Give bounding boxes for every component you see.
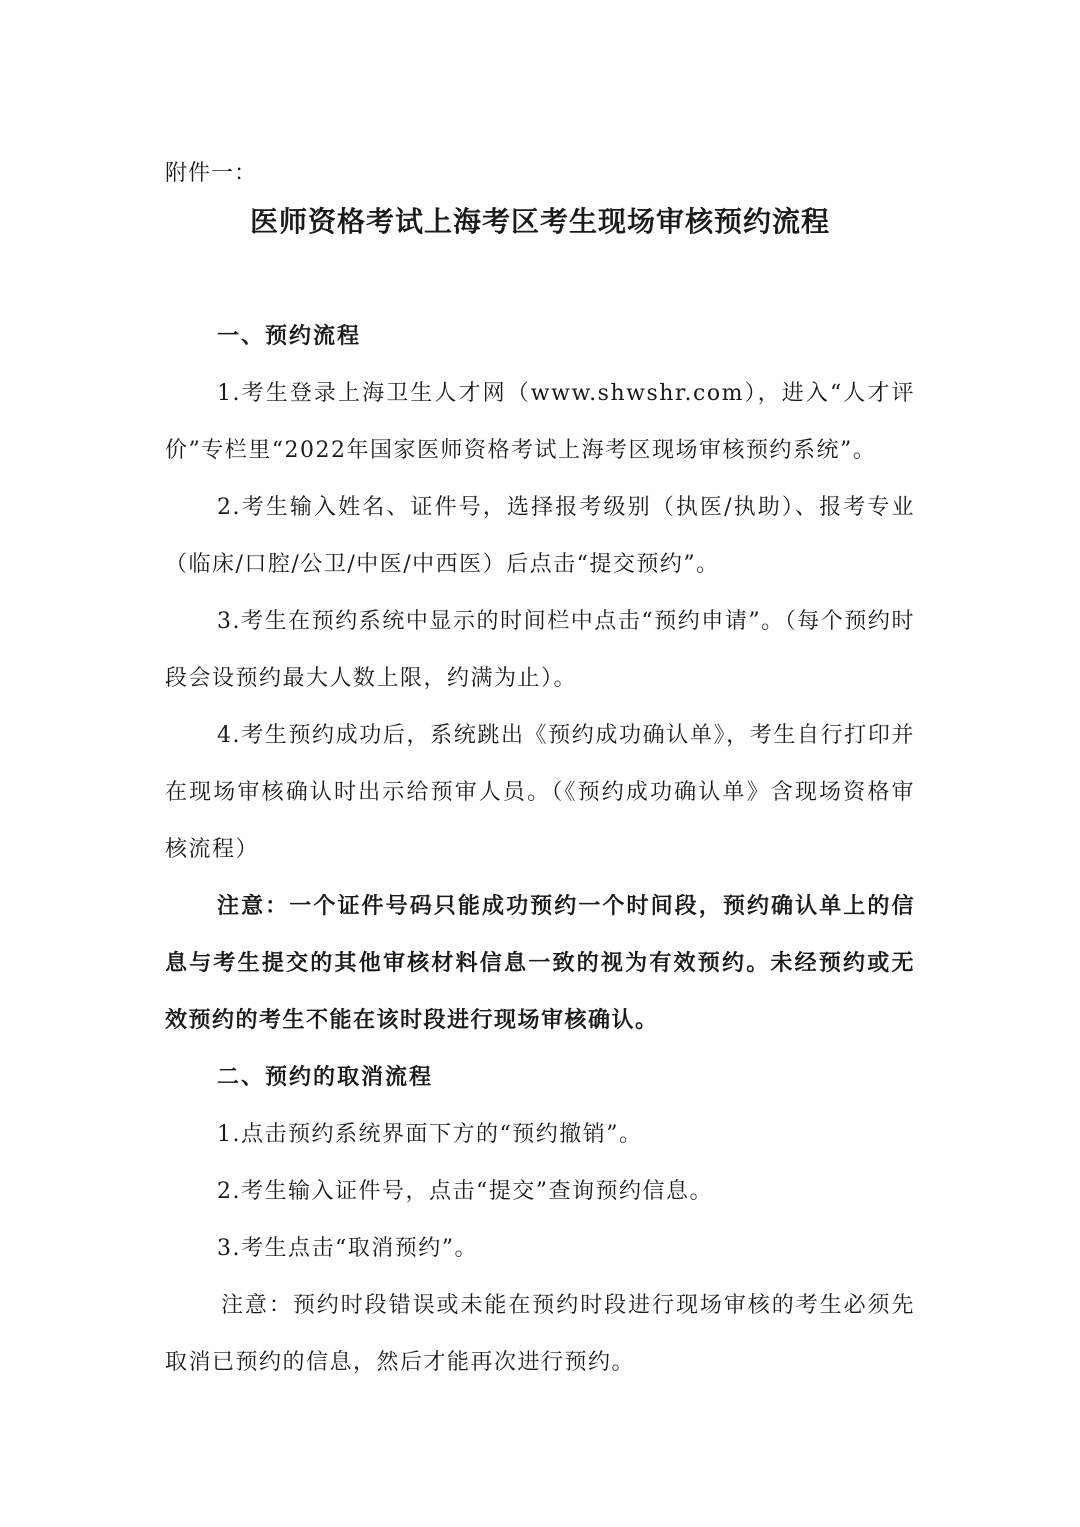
booking-step-3: 3.考生在预约系统中显示的时间栏中点击“预约申请”。（每个预约时段会设预约最大人数上限，约满为止）。: [165, 609, 915, 691]
booking-step-2: 2.考生输入姓名、证件号，选择报考级别（执医/执助）、报考专业（临床/口腔/公卫/中医/中西医）后点击“提交预约”。: [165, 495, 915, 577]
attachment-label: 附件一：: [165, 161, 258, 186]
section-heading-cancel: 二、预约的取消流程: [217, 1065, 434, 1090]
booking-note: 注意：一个证件号码只能成功预约一个时间段，预约确认单上的信息与考生提交的其他审核材料信息一致的视为有效预约。未经预约或无效预约的考生不能在该时段进行现场审核确认。: [165, 894, 915, 1033]
section-heading-booking: 一、预约流程: [217, 324, 362, 349]
booking-step-4: 4.考生预约成功后，系统跳出《预约成功确认单》，考生自行打印并在现场审核确认时出示给预审人员。（《预约成功确认单》含现场资格审核流程）: [165, 723, 915, 862]
cancel-step-2: 2.考生输入证件号，点击“提交”查询预约信息。: [217, 1179, 713, 1204]
cancel-step-3: 3.考生点击“取消预约”。: [217, 1236, 478, 1261]
cancel-step-1: 1.点击预约系统界面下方的“预约撤销”。: [217, 1122, 643, 1147]
booking-step-1: 1.考生登录上海卫生人才网（www.shwshr.com），进入“人才评价”专栏里“2022年国家医师资格考试上海考区现场审核预约系统”。: [165, 381, 915, 463]
document-body: [165, 308, 915, 1391]
document-title: 医师资格考试上海考区考生现场审核预约流程: [249, 205, 830, 238]
cancel-note: 注意：预约时段错误或未能在预约时段进行现场审核的考生必须先取消已预约的信息，然后才能再次进行预约。: [165, 1293, 915, 1375]
